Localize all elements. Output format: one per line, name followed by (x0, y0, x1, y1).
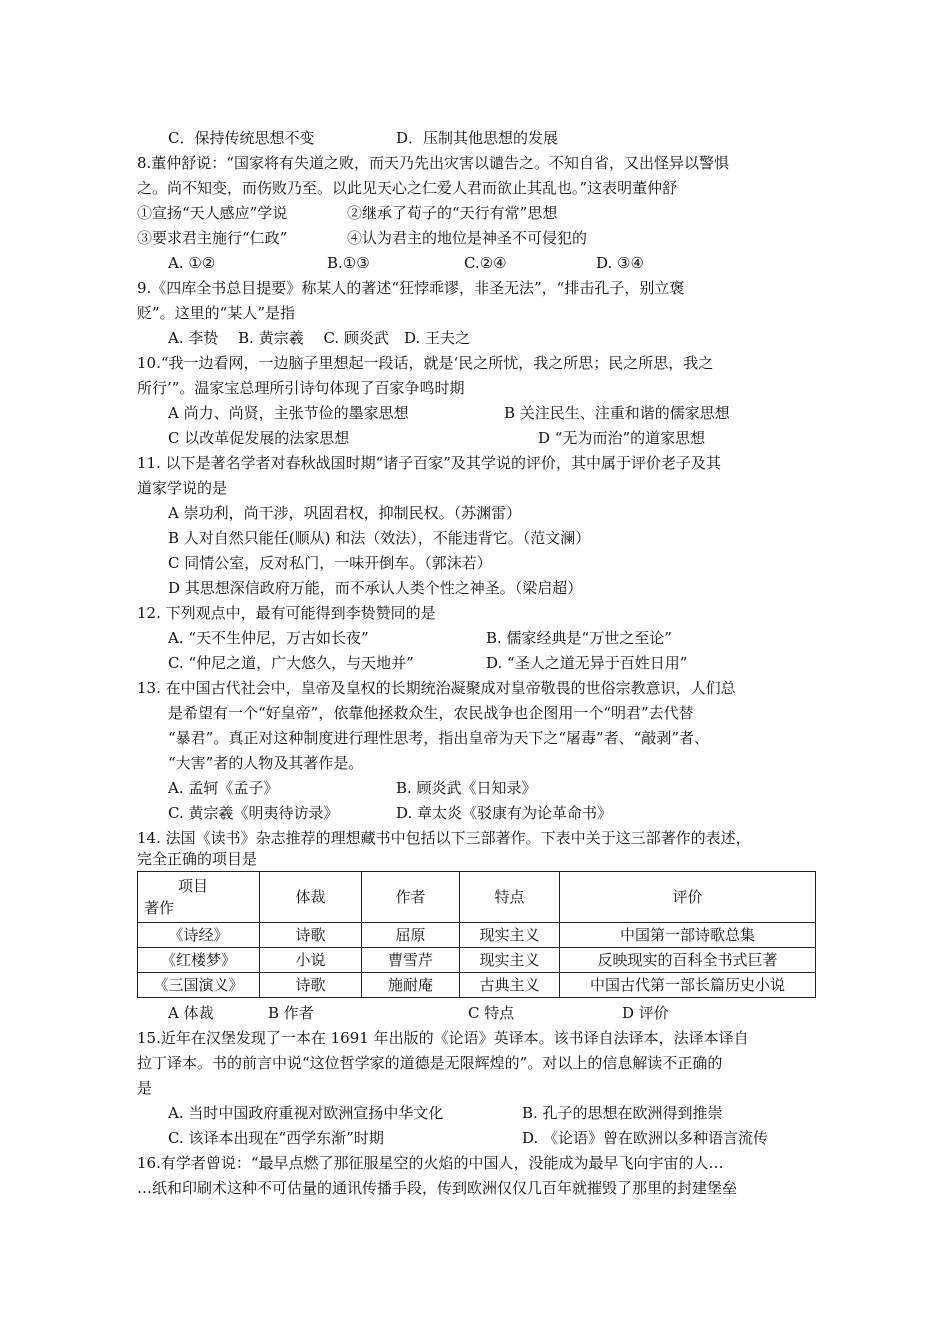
table-header-cell: 评价 (560, 872, 816, 923)
q13-stem-line3: “暴君”。真正对这种制度进行理性思考，指出皇帝为天下之“屠毒”者、“敲剥”者、 (168, 729, 710, 747)
q8-statement-1: ①宣扬“天人感应”学说 (137, 204, 288, 222)
q11-stem-line2: 道家学说的是 (137, 479, 228, 497)
q8-option-a: A. ①② (168, 254, 216, 272)
q14-option-d: D 评价 (622, 1004, 669, 1022)
q13-option-d: D. 章太炎《驳康有为论革命书》 (396, 804, 613, 822)
q14-table (137, 871, 816, 998)
q15-option-c: C. 该译本出现在“西学东渐”时期 (168, 1129, 384, 1147)
q10-option-a: A 尚力、尚贤，主张节俭的墨家思想 (168, 404, 409, 422)
q9-stem-line2: 贬”。这里的“某人”是指 (137, 304, 296, 322)
q8-option-c: C.②④ (464, 254, 507, 272)
q12-option-b: B. 儒家经典是“万世之至论” (486, 629, 672, 647)
table-cell: 中国古代第一部长篇历史小说 (560, 973, 816, 998)
table-cell: 《三国演义》 (138, 973, 260, 998)
q13-option-c: C. 黄宗羲《明夷待访录》 (168, 804, 339, 822)
table-header-cell: 体裁 (260, 872, 362, 923)
q11-option-d: D 其思想深信政府万能，而不承认人类个性之神圣。（梁启超） (168, 579, 583, 597)
q12-option-c: C. “仲尼之道，广大悠久，与天地并” (168, 654, 414, 672)
corner-bottom-label: 著作 (144, 899, 175, 917)
q14-stem-line2: 完全正确的项目是 (137, 850, 258, 868)
q10-stem-line2: 所行’”。温家宝总理所引诗句体现了百家争鸣时期 (137, 379, 465, 397)
q13-stem-line4: “大害”者的人物及其著作是。 (168, 754, 364, 772)
table-row (138, 973, 816, 998)
q15-stem-line1: 15.近年在汉堡发现了一本在 1691 年出版的《论语》英译本。该书译自法译本，法译本译自 (137, 1029, 749, 1047)
table-header-cell: 特点 (460, 872, 560, 923)
table-cell: 古典主义 (460, 973, 560, 998)
q10-stem-line1: 10.“我一边看网，一边脑子里想起一段话，就是‘民之所忧，我之所思；民之所思，我之 (137, 354, 714, 372)
q13-option-b: B. 顾炎武《日知录》 (396, 779, 537, 797)
table-cell: 现实主义 (460, 923, 560, 948)
q14-option-b: B 作者 (268, 1004, 314, 1022)
q13-option-a: A. 孟轲《孟子》 (168, 779, 279, 797)
table-corner-cell (138, 872, 260, 923)
q12-option-a: A. “天不生仲尼，万古如长夜” (168, 629, 369, 647)
table-cell: 诗歌 (260, 973, 362, 998)
q16-stem-line1: 16.有学者曾说：“最早点燃了那征服星空的火焰的中国人，没能成为最早飞向宇宙的人… (137, 1154, 724, 1172)
table-cell: 中国第一部诗歌总集 (560, 923, 816, 948)
table-cell: 《诗经》 (138, 923, 260, 948)
q8-statement-3: ③要求君主施行“仁政” (137, 229, 288, 247)
q8-statement-4: ④认为君主的地位是神圣不可侵犯的 (347, 229, 588, 247)
table-header-cell: 作者 (362, 872, 460, 923)
table-cell: 屈原 (362, 923, 460, 948)
q8-option-b: B.①③ (327, 254, 370, 272)
table-cell: 现实主义 (460, 948, 560, 973)
q8-option-d: D. ③④ (596, 254, 644, 272)
table-cell: 反映现实的百科全书式巨著 (560, 948, 816, 973)
q15-option-d: D. 《论语》曾在欧洲以多种语言流传 (522, 1129, 769, 1147)
table-cell: 《红楼梦》 (138, 948, 260, 973)
q9-options: A. 李贽 B. 黄宗羲 C. 顾炎武 D. 王夫之 (168, 329, 470, 347)
q11-stem-line1: 11. 以下是著名学者对春秋战国时期“诸子百家”及其学说的评价，其中属于评价老子及其 (137, 454, 721, 472)
q11-option-a: A 崇功利，尚干涉，巩固君权，抑制民权。（苏渊雷） (168, 504, 522, 522)
q14-stem-line1: 14. 法国《读书》杂志推荐的理想藏书中包括以下三部著作。下表中关于这三部著作的表述， (137, 829, 751, 847)
q7-option-c: C．保持传统思想不变 (168, 129, 315, 147)
q8-statement-2: ②继承了荀子的“天行有常”思想 (347, 204, 558, 222)
q10-option-b: B 关注民生、注重和谐的儒家思想 (504, 404, 730, 422)
q8-stem-line2: 之。尚不知变，而伤败乃至。以此见天心之仁爱人君而欲止其乱也。”这表明董仲舒 (137, 179, 678, 197)
q10-option-d: D “无为而治”的道家思想 (538, 429, 706, 447)
q15-stem-line3: 是 (137, 1079, 153, 1097)
q12-option-d: D. “圣人之道无异于百姓日用” (486, 654, 688, 672)
q13-stem-line2: 是希望有一个“好皇帝”，依靠他拯救众生，农民战争也企图用一个“明君”去代替 (168, 704, 694, 722)
q10-option-c: C 以改革促发展的法家思想 (168, 429, 350, 447)
table-row (138, 948, 816, 973)
table-cell: 曹雪芹 (362, 948, 460, 973)
q16-stem-line2: …纸和印刷术这种不可估量的通讯传播手段，传到欧洲仅仅几百年就摧毁了那里的封建堡垒 (137, 1179, 738, 1197)
q7-option-d: D．压制其他思想的发展 (396, 129, 559, 147)
q15-option-b: B. 孔子的思想在欧洲得到推崇 (522, 1104, 723, 1122)
table-row (138, 923, 816, 948)
table-cell: 小说 (260, 948, 362, 973)
q15-option-a: A. 当时中国政府重视对欧洲宣扬中华文化 (168, 1104, 444, 1122)
q8-stem-line1: 8.董仲舒说：“国家将有失道之败，而天乃先出灾害以谴告之。不知自省，又出怪异以警惧 (137, 154, 729, 172)
q13-stem-line1: 13. 在中国古代社会中，皇帝及皇权的长期统治凝聚成对皇帝敬畏的世俗宗教意识，人们总 (137, 679, 736, 697)
q15-stem-line2: 拉丁译本。书的前言中说“这位哲学家的道德是无限辉煌的”。对以上的信息解读不正确的 (137, 1054, 723, 1072)
table-cell: 诗歌 (260, 923, 362, 948)
q12-stem: 12. 下列观点中，最有可能得到李贽赞同的是 (137, 604, 436, 622)
q9-stem-line1: 9.《四库全书总目提要》称某人的著述“狂悖乖谬，非圣无法”，“排击孔子，别立褒 (137, 279, 685, 297)
q11-option-c: C 同情公室，反对私门，一味开倒车。（郭沫若） (168, 554, 492, 572)
q11-option-b: B 人对自然只能任(顺从) 和法（效法），不能违背它。（范文澜） (168, 529, 591, 547)
q14-option-c: C 特点 (468, 1004, 515, 1022)
table-cell: 施耐庵 (362, 973, 460, 998)
corner-top-label: 项目 (178, 877, 209, 895)
q14-option-a: A 体裁 (168, 1004, 214, 1022)
table-header-row (138, 872, 816, 923)
